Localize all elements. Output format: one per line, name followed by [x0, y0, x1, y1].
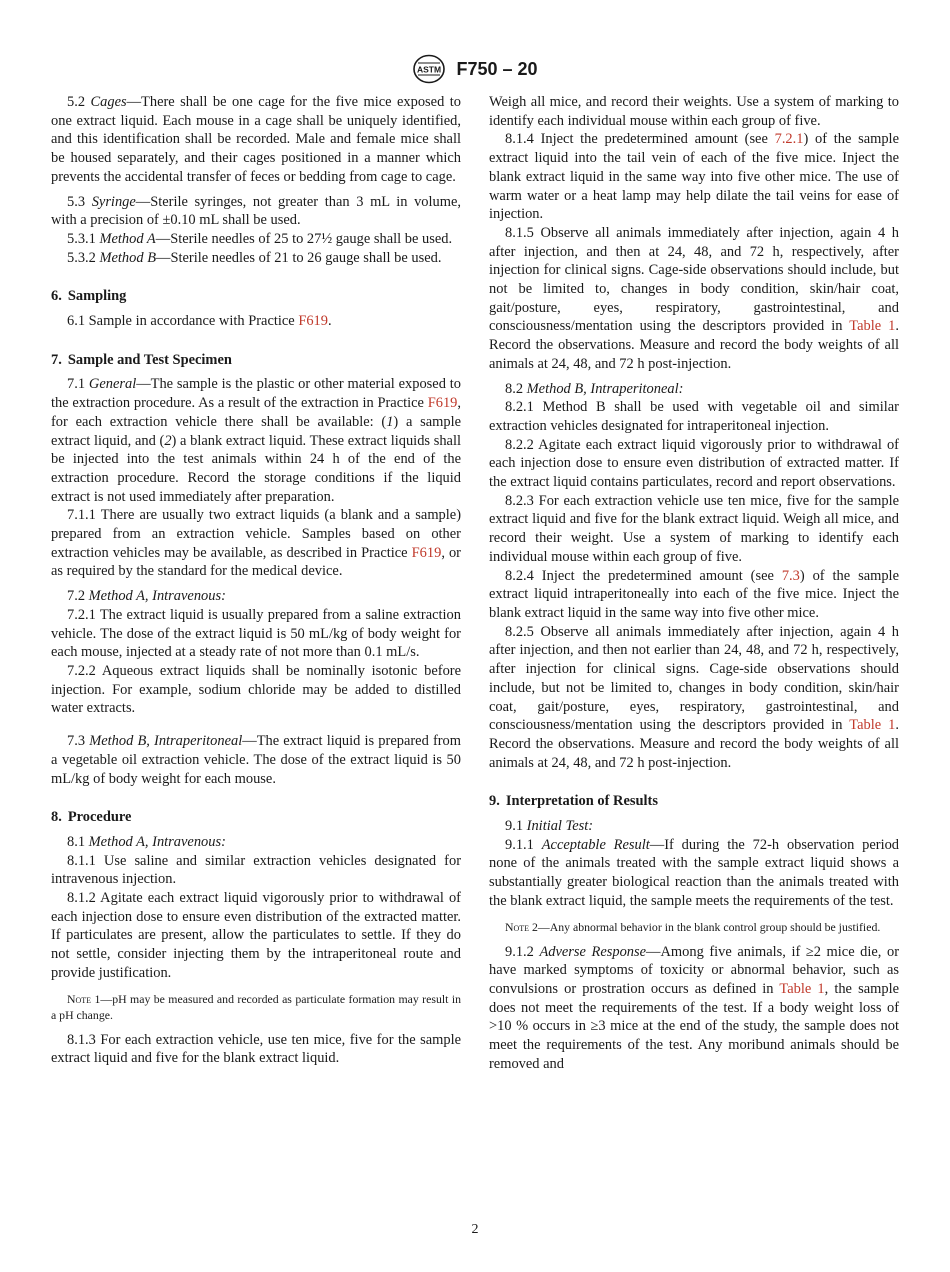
- page-header: [0, 54, 950, 84]
- section-8-2-1: 8.2.1 Method B shall be used with vegetable oil and similar extraction vehicles designated for intraperitoneal injection.: [489, 399, 899, 434]
- section-7-3: 7.3 Method B, Intraperitoneal—The extract liquid is prepared from a vegetable oil extraction vehicle. The dose of the extract liquid is 50 mL/kg of body weight for each mouse.: [51, 733, 462, 787]
- logo-text: ASTM: [417, 64, 442, 75]
- section-8-2-5: 8.2.5 Observe all animals immediately after injection, again 4 h after injection, and then not earlier than 24, 48, and 72 h, respectively, after injection for clinical signs. Cage-side observations should include, but not be limited to, changes in body condition, skin/hair coat, gait/posture, eyes, respiratory, gastrointestinal, and consciousness/mentation using the descriptors provided in Table 1. Record the observations. Measure and record the body weights of all animals at 24, 48, and 72 h post-injection.: [489, 623, 899, 771]
- section-8-2: 8.2 Method B, Intraperitoneal:: [505, 380, 684, 397]
- section-8-1-3-continued: Weigh all mice, and record their weights. Use a system of marking to identify each individual mouse within each group of five.: [489, 94, 899, 129]
- section-5-2: 5.2 Cages—There shall be one cage for the five mice exposed to one extract liquid. Each mouse in a cage shall be uniquely identified, and this identification shall be recorded. Male and female mice shall be housed separately, and their cages positioned in a manner which prevents the accidental transfer of feces or bedding from cage to cage.: [51, 94, 461, 185]
- section-8-1-3: 8.1.3 For each extraction vehicle, use ten mice, five for the sample extract liquid and five for the blank extract liquid.: [51, 1031, 461, 1067]
- ref-f619-link[interactable]: F619: [411, 544, 442, 561]
- section-5-3-1: 5.3.1 Method A—Sterile needles of 25 to 27½ gauge shall be used.: [67, 230, 453, 247]
- section-8-1-4: 8.1.4 Inject the predetermined amount (see 7.2.1) of the sample extract liquid into the tail vein of each of the five mice. Inject the blank extract liquid in the same way into five other mice. The use of warm water or a heat lamp may help dilate the tail veins for ease of injection.: [489, 131, 899, 223]
- section-5-3: 5.3 Syringe—Sterile syringes, not greater than 3 mL in volume, with a precision of ±0.10 mL shall be used.: [51, 193, 461, 229]
- ref-f619-link[interactable]: F619: [427, 395, 458, 412]
- section-8-2-2: 8.2.2 Agitate each extract liquid vigorously prior to withdrawal of each injection dose to ensure even distribution of extracted matter. If the extract liquid contains particulates, record and report observations.: [489, 436, 899, 491]
- ref-7-3-link[interactable]: 7.3: [781, 567, 800, 584]
- heading-sample-and-test-specimen: 7. Sample and Test Specimen: [51, 351, 232, 368]
- page-number: 2: [471, 1222, 479, 1237]
- section-5-3-2: 5.3.2 Method B—Sterile needles of 21 to 26 gauge shall be used.: [67, 249, 442, 266]
- section-9-1-1: 9.1.1 Acceptable Result—If during the 72-h observation period none of the animals treated with the sample extract liquid shows a substantially greater biological reaction than the animals treated with the blank extract liquid, the sample meets the requirements of the test.: [489, 836, 900, 909]
- left-column: [51, 93, 461, 1068]
- ref-table-1-link[interactable]: Table 1: [779, 980, 825, 997]
- section-7-2-2: 7.2.2 Aqueous extract liquids shall be nominally isotonic before injection. For example, sodium chloride may be added to distilled water extracts.: [51, 662, 461, 717]
- note-1: Note 1—pH may be measured and recorded as particulate formation may result in a pH change.: [51, 991, 461, 1022]
- right-column: [489, 93, 899, 1073]
- section-7-1-1: 7.1.1 There are usually two extract liquids (a blank and a sample) prepared from an extraction vehicle. Samples based on other extraction vehicles may be available, as described in Practice F619, or as required by the standard for the medical device.: [51, 507, 461, 580]
- heading-interpretation-of-results: 9. Interpretation of Results: [489, 793, 658, 810]
- section-8-1-5: 8.1.5 Observe all animals immediately after injection, again 4 h after injection, and then at 24, 48, and 72 h, respectively, after injection for clinical signs. Cage-side observations should include, but not be limited to, changes in body condition, skin/hair coat, gait/posture, eyes, respiratory, gastrointestinal, and consciousness/mentation using the descriptors provided in Table 1. Record the observations. Measure and record the body weights of all animals at 24, 48, and 72 h post-injection.: [489, 224, 899, 372]
- heading-procedure: 8. Procedure: [51, 809, 132, 826]
- section-7-2: 7.2 Method A, Intravenous:: [67, 588, 226, 605]
- ref-f619-link[interactable]: F619: [298, 313, 328, 330]
- section-7-1: 7.1 General—The sample is the plastic or other material exposed to the extraction procedure. As a result of the extraction in Practice F619, for each extraction vehicle there shall be available: (1) a sample extract liquid, and (2) a blank extract liquid. These extract liquids shall be injected into the test animals within 24 h of the end of the extraction procedure. Record the storage conditions if the liquid extract is not used immediately after preparation.: [51, 376, 461, 505]
- section-9-1: 9.1 Initial Test:: [505, 818, 594, 835]
- section-6-1: 6.1 Sample in accordance with Practice F619.: [67, 313, 332, 330]
- note-2: Note 2—Any abnormal behavior in the blank control group should be justified.: [505, 919, 881, 934]
- ref-7-2-1-link[interactable]: 7.2.1: [774, 131, 804, 148]
- section-9-1-2: 9.1.2 Adverse Response—Among five animals, if ≥2 mice die, or have marked symptoms of toxicity or abnormal behavior, such as convulsions or prostration occurs as defined in Table 1, the sample does not meet the requirements of the test. If a body weight loss of >10 % occurs in ≥3 mice at the end of the study, the sample does not meet the requirements of the test. Any moribund animals should be removed and: [489, 943, 900, 1072]
- section-8-2-4: 8.2.4 Inject the predetermined amount (see 7.3) of the sample extract liquid intraperitoneally into each of the five mice. Inject the blank extract liquid in the same way into five other mice.: [489, 567, 899, 621]
- ref-table-1-link[interactable]: Table 1: [849, 717, 896, 734]
- section-8-2-3: 8.2.3 For each extraction vehicle use ten mice, five for the sample extract liquid and five for the blank extract liquid. Weigh all mice, and record their weight. Use a system of marking to identify each individual mouse within each group of five.: [489, 492, 899, 565]
- section-7-2-1: 7.2.1 The extract liquid is usually prepared from a saline extraction vehicle. The dose of the extract liquid is 50 mL/kg of body weight for each mouse, injected at a steady rate of not more than 0.1 mL/s.: [51, 606, 461, 661]
- section-8-1: 8.1 Method A, Intravenous:: [67, 833, 226, 850]
- document-designation: F750 – 20: [456, 58, 538, 79]
- astm-logo-icon: [412, 54, 446, 84]
- section-8-1-1: 8.1.1 Use saline and similar extraction vehicles designated for intravenous injection.: [51, 852, 461, 888]
- section-8-1-2: 8.1.2 Agitate each extract liquid vigorously prior to withdrawal of each injection dose to ensure even distribution of the extracted matter. If particulates are present, allow the particulates to settle. If they do not settle, consider injecting them by the intraperitoneal route and provide justification.: [51, 890, 461, 981]
- heading-sampling: 6. Sampling: [51, 288, 127, 305]
- ref-table-1-link[interactable]: Table 1: [849, 318, 896, 335]
